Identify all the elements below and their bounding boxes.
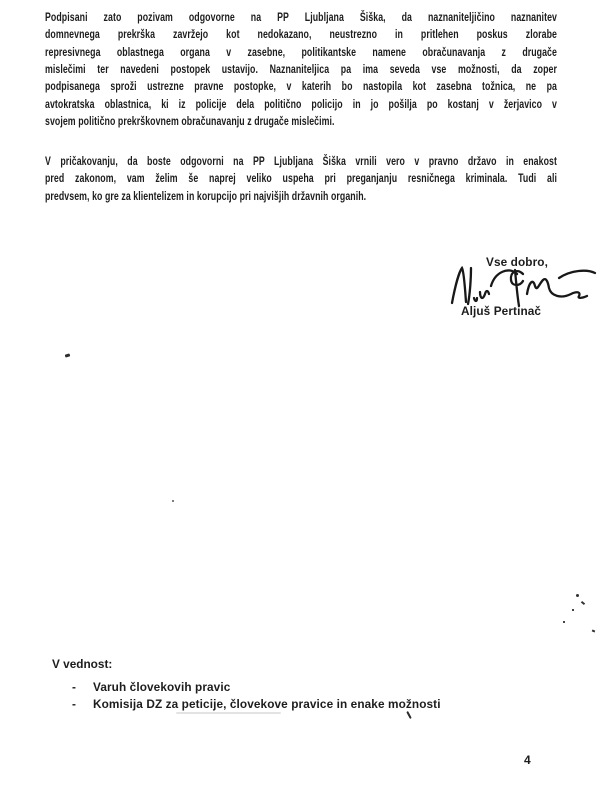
paragraph-1-line-2: domnevnega prekrška zavržejo kot nedokazano, neustrezno in pritlehen poskus zlorabe: [45, 27, 557, 42]
scan-speck: [576, 594, 579, 597]
scan-speck: [65, 353, 71, 357]
signer-name: Aljuš Pertinač: [461, 304, 542, 318]
cc-heading: V vednost:: [52, 657, 113, 671]
signature-icon: [447, 262, 597, 308]
cc-item-label: Komisija DZ za peticije, človekove pravice in enake možnosti: [93, 697, 441, 711]
cc-item-label: Varuh človekovih pravic: [93, 680, 231, 694]
paragraph-1-line-5: podpisanega sproži ustrezne pravne postopke, v katerih bo nastopila kot zasebna tožnica, ne pa: [45, 79, 557, 94]
scan-speck: [406, 711, 412, 719]
paragraph-1-line-1: Podpisani zato pozivam odgovorne na PP Ljubljana Šiška, da naznaniteljičino naznanitev: [45, 10, 557, 24]
page-number: 4: [524, 753, 531, 767]
paragraph-1-line-3: represivnega oblastnega organa v zasebne, politikantske namene obračunavanja z drugače: [45, 44, 557, 59]
cc-item: [72, 680, 230, 694]
scan-speck: [581, 601, 585, 605]
cc-item: [72, 697, 441, 711]
scan-smudge: [176, 712, 281, 714]
paragraph-2: [45, 153, 557, 205]
scan-speck: [563, 621, 565, 623]
paragraph-2-line-1: V pričakovanju, da boste odgovorni na PP Ljubljana Šiška vrnili vero v pravno državo in enakost: [45, 154, 557, 168]
paragraph-1-line-4: mislečimi ter navedeni postopek ustavijo. Naznaniteljica pa ima seveda vse možnosti, da zoper: [45, 61, 557, 76]
closing-salutation: Vse dobro,: [486, 255, 548, 269]
scan-speck: [592, 630, 596, 633]
paragraph-1-line-6: avtokratska oblastnica, ki iz policije dela politično policijo in jo pošilja po kostanj v žerjavico v: [45, 96, 557, 111]
paragraph-1-line-7: svojem politično prekrškovnem obračunavanju z drugače mislečimi.: [45, 113, 335, 128]
scan-speck: [572, 609, 574, 611]
paragraph-2-line-2: pred zakonom, vam želim še naprej veliko uspeha pri preganjanju resničnega kriminala. Tudi ali: [45, 171, 557, 186]
dash-bullet: -: [72, 680, 77, 694]
dash-bullet: -: [72, 697, 77, 711]
scan-speck: [172, 500, 174, 502]
paragraph-2-line-3: predvsem, ko gre za klientelizem in korupcijo pri najvišjih državnih organih.: [45, 188, 367, 203]
paragraph-1: [45, 9, 557, 130]
